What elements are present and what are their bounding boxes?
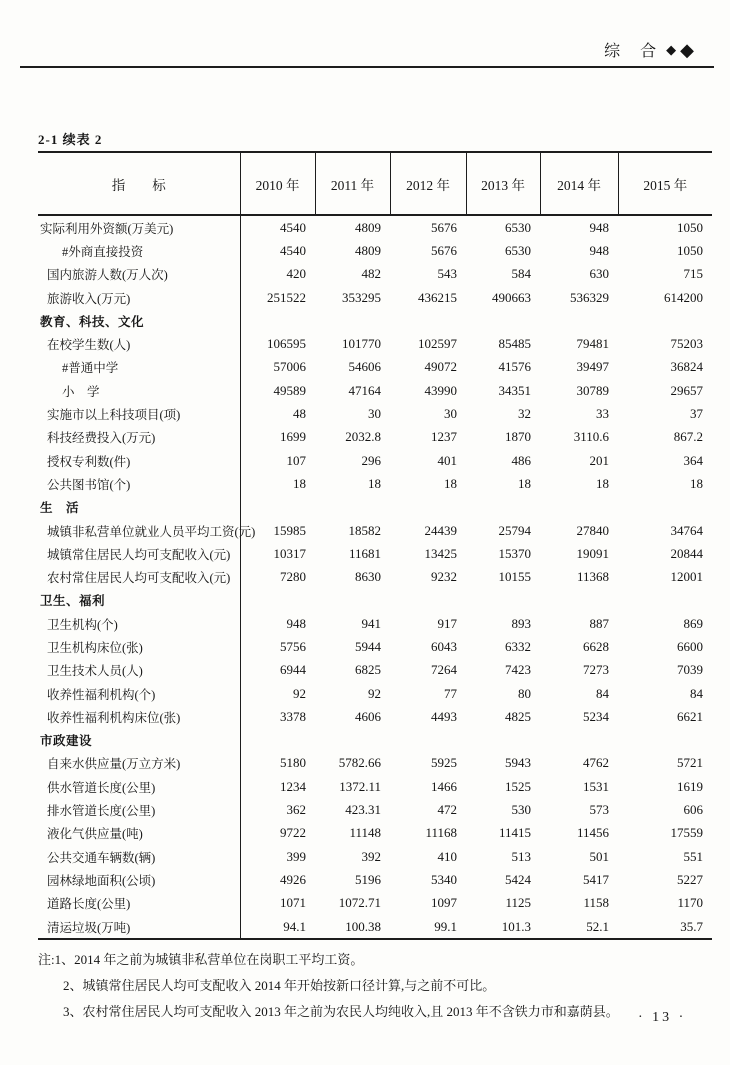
- table-row: [38, 659, 712, 682]
- cell-value: 4809: [355, 219, 381, 235]
- table-row: [38, 379, 712, 402]
- cell-value: [390, 496, 466, 519]
- section-row: [38, 309, 712, 332]
- cell-value: 15370: [498, 545, 531, 561]
- cell-value: 573: [589, 802, 609, 818]
- cell-value: 2032.8: [345, 429, 381, 445]
- cell-value: 79481: [576, 336, 609, 352]
- cell-value: 420: [286, 266, 306, 282]
- running-head: [604, 38, 696, 61]
- table-row: [38, 798, 712, 821]
- cell-value: 20844: [670, 545, 703, 561]
- table-row: [38, 402, 712, 425]
- cell-value: 29657: [670, 382, 703, 398]
- indicator-label: 供水管道长度(公里): [38, 775, 240, 798]
- cell-value: 893: [511, 615, 531, 631]
- table-caption: 2-1 续表 2: [38, 132, 103, 147]
- cell-value: 436215: [418, 289, 457, 305]
- table-row: [38, 332, 712, 355]
- cell-value: 7423: [505, 662, 531, 678]
- cell-value: 6530: [505, 219, 531, 235]
- cell-value: 101770: [342, 336, 381, 352]
- cell-value: 513: [511, 848, 531, 864]
- cell-value: 5782.66: [338, 755, 381, 771]
- cell-value: 948: [286, 615, 306, 631]
- cell-value: 1372.11: [339, 778, 381, 794]
- table-row: [38, 239, 712, 262]
- cell-value: 1097: [431, 895, 457, 911]
- cell-value: 5676: [431, 219, 457, 235]
- cell-value: 1125: [505, 895, 531, 911]
- table-row: [38, 752, 712, 775]
- year-column-header: 2015 年: [618, 152, 712, 215]
- cell-value: 543: [437, 266, 457, 282]
- indicator-label: 自来水供应量(万立方米): [38, 752, 240, 775]
- indicator-label: 农村常住居民人均可支配收入(元): [38, 565, 240, 588]
- cell-value: 37: [690, 406, 703, 422]
- cell-value: 24439: [424, 522, 457, 538]
- year-column-header: 2013 年: [466, 152, 540, 215]
- cell-value: 1466: [431, 778, 457, 794]
- cell-value: 251522: [267, 289, 306, 305]
- year-column-header: 2012 年: [390, 152, 466, 215]
- table-row: [38, 705, 712, 728]
- indicator-label: 授权专利数(件): [38, 449, 240, 472]
- cell-value: 482: [361, 266, 381, 282]
- cell-value: 18: [293, 475, 306, 491]
- cell-value: 18: [596, 475, 609, 491]
- cell-value: 12001: [670, 569, 703, 585]
- cell-value: 530: [511, 802, 531, 818]
- cell-value: 6600: [677, 638, 703, 654]
- cell-value: 30: [368, 406, 381, 422]
- cell-value: 392: [361, 848, 381, 864]
- cell-value: 25794: [498, 522, 531, 538]
- cell-value: 201: [589, 452, 609, 468]
- cell-value: 7264: [431, 662, 457, 678]
- cell-value: 34764: [670, 522, 703, 538]
- cell-value: 94.1: [283, 918, 306, 934]
- cell-value: 941: [361, 615, 381, 631]
- cell-value: 80: [518, 685, 531, 701]
- cell-value: 92: [293, 685, 306, 701]
- cell-value: 36824: [670, 359, 703, 375]
- cell-value: 100.38: [345, 918, 381, 934]
- header-rule: [20, 66, 714, 68]
- cell-value: [540, 496, 618, 519]
- cell-value: 17559: [670, 825, 703, 841]
- cell-value: 869: [683, 615, 703, 631]
- cell-value: 52.1: [586, 918, 609, 934]
- section-label: 生 活: [38, 496, 240, 519]
- cell-value: [240, 309, 315, 332]
- cell-value: 13425: [424, 545, 457, 561]
- indicator-label: 城镇非私营单位就业人员平均工资(元): [38, 519, 240, 542]
- indicator-label: 液化气供应量(吨): [38, 822, 240, 845]
- cell-value: 18582: [348, 522, 381, 538]
- cell-value: 4809: [355, 242, 381, 258]
- indicator-label: 实施市以上科技项目(项): [38, 402, 240, 425]
- cell-value: 49589: [273, 382, 306, 398]
- cell-value: 32: [518, 406, 531, 422]
- cell-value: [390, 309, 466, 332]
- table-row: [38, 635, 712, 658]
- cell-value: 30: [444, 406, 457, 422]
- table-row: [38, 868, 712, 891]
- cell-value: 1050: [677, 219, 703, 235]
- footnote-line: 3、农村常住居民人均可支配收入 2013 年之前为农民人均纯收入,且 2013 年不含铁力市和嘉荫县。: [63, 1004, 619, 1019]
- cell-value: 92: [368, 685, 381, 701]
- indicator-label: #外商直接投资: [38, 239, 240, 262]
- cell-value: [540, 589, 618, 612]
- cell-value: 5943: [505, 755, 531, 771]
- table-row: [38, 845, 712, 868]
- cell-value: 1699: [280, 429, 306, 445]
- cell-value: [618, 589, 712, 612]
- table-row: [38, 519, 712, 542]
- running-head-label: 综 合: [604, 43, 665, 60]
- cell-value: 423.31: [345, 802, 381, 818]
- cell-value: 486: [511, 452, 531, 468]
- cell-value: 11681: [348, 545, 381, 561]
- cell-value: 84: [596, 685, 609, 701]
- indicator-label: 清运垃圾(万吨): [38, 915, 240, 939]
- year-column-header: 2011 年: [315, 152, 390, 215]
- table-row: [38, 892, 712, 915]
- cell-value: 501: [589, 848, 609, 864]
- indicator-label: 科技经费投入(万元): [38, 426, 240, 449]
- cell-value: 887: [589, 615, 609, 631]
- indicator-label: #普通中学: [38, 356, 240, 379]
- cell-value: 30789: [576, 382, 609, 398]
- cell-value: 11456: [576, 825, 609, 841]
- table-row: [38, 472, 712, 495]
- cell-value: 6530: [505, 242, 531, 258]
- indicator-label: 道路长度(公里): [38, 892, 240, 915]
- cell-value: 11148: [349, 825, 381, 841]
- cell-value: [390, 729, 466, 752]
- section-row: [38, 729, 712, 752]
- cell-value: 4493: [431, 708, 457, 724]
- cell-value: 107: [286, 452, 306, 468]
- cell-value: [315, 309, 390, 332]
- cell-value: 1525: [505, 778, 531, 794]
- cell-value: 18: [690, 475, 703, 491]
- cell-value: 5925: [431, 755, 457, 771]
- cell-value: 18: [518, 475, 531, 491]
- cell-value: 39497: [576, 359, 609, 375]
- cell-value: 7280: [280, 569, 306, 585]
- cell-value: 10317: [273, 545, 306, 561]
- cell-value: 5417: [583, 871, 609, 887]
- section-row: [38, 589, 712, 612]
- diamond-icon: ◆: [666, 42, 679, 57]
- indicator-label: 国内旅游人数(万人次): [38, 263, 240, 286]
- cell-value: 1531: [583, 778, 609, 794]
- cell-value: 8630: [355, 569, 381, 585]
- cell-value: 948: [589, 242, 609, 258]
- cell-value: [240, 496, 315, 519]
- table-row: [38, 822, 712, 845]
- cell-value: 3378: [280, 708, 306, 724]
- cell-value: [466, 729, 540, 752]
- cell-value: 18: [444, 475, 457, 491]
- indicator-label: 在校学生数(人): [38, 332, 240, 355]
- cell-value: 5424: [505, 871, 531, 887]
- cell-value: 1170: [677, 895, 703, 911]
- cell-value: 5227: [677, 871, 703, 887]
- cell-value: 296: [361, 452, 381, 468]
- section-label: 卫生、福利: [38, 589, 240, 612]
- table-row: [38, 775, 712, 798]
- cell-value: [240, 729, 315, 752]
- indicator-label: 小 学: [38, 379, 240, 402]
- table-row: [38, 449, 712, 472]
- cell-value: 606: [683, 802, 703, 818]
- cell-value: 85485: [498, 336, 531, 352]
- cell-value: 630: [589, 266, 609, 282]
- cell-value: 5196: [355, 871, 381, 887]
- cell-value: [315, 496, 390, 519]
- cell-value: 27840: [576, 522, 609, 538]
- cell-value: [466, 589, 540, 612]
- table-row: [38, 542, 712, 565]
- cell-value: 5234: [583, 708, 609, 724]
- cell-value: 1234: [280, 778, 306, 794]
- cell-value: [315, 729, 390, 752]
- cell-value: 77: [444, 685, 457, 701]
- table-row: [38, 356, 712, 379]
- indicator-label: 实际利用外资额(万美元): [38, 215, 240, 239]
- cell-value: 5340: [431, 871, 457, 887]
- cell-value: 41576: [498, 359, 531, 375]
- cell-value: 1071: [280, 895, 306, 911]
- cell-value: 5944: [355, 638, 381, 654]
- table-row: [38, 612, 712, 635]
- cell-value: 715: [683, 266, 703, 282]
- footnote-line: 注:1、2014 年之前为城镇非私营单位在岗职工平均工资。: [38, 952, 364, 967]
- cell-value: 536329: [570, 289, 609, 305]
- cell-value: 6944: [280, 662, 306, 678]
- cell-value: 362: [286, 802, 306, 818]
- cell-value: [466, 309, 540, 332]
- cell-value: 867.2: [673, 429, 703, 445]
- indicator-label: 收养性福利机构床位(张): [38, 705, 240, 728]
- table-header-row: [38, 152, 712, 215]
- statistics-table: [38, 151, 712, 940]
- table-row: [38, 682, 712, 705]
- cell-value: 7273: [583, 662, 609, 678]
- cell-value: 49072: [424, 359, 457, 375]
- section-label: 市政建设: [38, 729, 240, 752]
- cell-value: 6825: [355, 662, 381, 678]
- table-row: [38, 215, 712, 239]
- cell-value: [618, 309, 712, 332]
- cell-value: 57006: [273, 359, 306, 375]
- cell-value: 18: [368, 475, 381, 491]
- indicator-label: 公共图书馆(个): [38, 472, 240, 495]
- cell-value: 4540: [280, 219, 306, 235]
- cell-value: 102597: [418, 336, 457, 352]
- cell-value: 5721: [677, 755, 703, 771]
- cell-value: 11168: [425, 825, 457, 841]
- indicator-label: 卫生技术人员(人): [38, 659, 240, 682]
- cell-value: 5180: [280, 755, 306, 771]
- cell-value: 101.3: [501, 918, 531, 934]
- cell-value: 43990: [424, 382, 457, 398]
- cell-value: 9232: [431, 569, 457, 585]
- cell-value: 106595: [267, 336, 306, 352]
- cell-value: [240, 589, 315, 612]
- cell-value: [466, 496, 540, 519]
- cell-value: [618, 729, 712, 752]
- cell-value: 1072.71: [338, 895, 381, 911]
- cell-value: 6332: [505, 638, 531, 654]
- year-column-header: 2010 年: [240, 152, 315, 215]
- stub-column-header: 指 标: [38, 152, 240, 215]
- cell-value: 6621: [677, 708, 703, 724]
- diamond-icon: ◆: [680, 39, 696, 60]
- cell-value: 948: [589, 219, 609, 235]
- cell-value: 33: [596, 406, 609, 422]
- section-label: 教育、科技、文化: [38, 309, 240, 332]
- cell-value: 99.1: [434, 918, 457, 934]
- cell-value: 19091: [576, 545, 609, 561]
- cell-value: 401: [437, 452, 457, 468]
- indicator-label: 卫生机构床位(张): [38, 635, 240, 658]
- footnotes: [38, 947, 700, 1025]
- cell-value: 5756: [280, 638, 306, 654]
- cell-value: 1158: [583, 895, 609, 911]
- cell-value: 4926: [280, 871, 306, 887]
- cell-value: 4606: [355, 708, 381, 724]
- cell-value: 6628: [583, 638, 609, 654]
- cell-value: 472: [437, 802, 457, 818]
- section-row: [38, 496, 712, 519]
- cell-value: 1237: [431, 429, 457, 445]
- cell-value: [540, 309, 618, 332]
- cell-value: 75203: [670, 336, 703, 352]
- table-row: [38, 915, 712, 939]
- indicator-label: 公共交通车辆数(辆): [38, 845, 240, 868]
- cell-value: 35.7: [680, 918, 703, 934]
- cell-value: 1050: [677, 242, 703, 258]
- cell-value: 490663: [492, 289, 531, 305]
- cell-value: [315, 589, 390, 612]
- cell-value: 54606: [348, 359, 381, 375]
- indicator-label: 收养性福利机构(个): [38, 682, 240, 705]
- cell-value: 551: [683, 848, 703, 864]
- cell-value: 7039: [677, 662, 703, 678]
- table-row: [38, 263, 712, 286]
- cell-value: 1870: [505, 429, 531, 445]
- cell-value: 410: [437, 848, 457, 864]
- cell-value: 11415: [498, 825, 531, 841]
- cell-value: [540, 729, 618, 752]
- cell-value: [618, 496, 712, 519]
- year-column-header: 2014 年: [540, 152, 618, 215]
- cell-value: 47164: [348, 382, 381, 398]
- cell-value: 15985: [273, 522, 306, 538]
- cell-value: 364: [683, 452, 703, 468]
- indicator-label: 旅游收入(万元): [38, 286, 240, 309]
- cell-value: 353295: [342, 289, 381, 305]
- indicator-label: 园林绿地面积(公顷): [38, 868, 240, 891]
- cell-value: 9722: [280, 825, 306, 841]
- cell-value: 10155: [498, 569, 531, 585]
- cell-value: 48: [293, 406, 306, 422]
- cell-value: 4540: [280, 242, 306, 258]
- cell-value: 5676: [431, 242, 457, 258]
- cell-value: 11368: [576, 569, 609, 585]
- cell-value: 584: [511, 266, 531, 282]
- cell-value: [390, 589, 466, 612]
- table-row: [38, 426, 712, 449]
- cell-value: 34351: [498, 382, 531, 398]
- cell-value: 84: [690, 685, 703, 701]
- cell-value: 614200: [664, 289, 703, 305]
- footnote-line: 2、城镇常住居民人均可支配收入 2014 年开始按新口径计算,与之前不可比。: [63, 978, 496, 993]
- cell-value: 6043: [431, 638, 457, 654]
- cell-value: 4762: [583, 755, 609, 771]
- cell-value: 399: [286, 848, 306, 864]
- cell-value: 1619: [677, 778, 703, 794]
- cell-value: 917: [437, 615, 457, 631]
- indicator-label: 排水管道长度(公里): [38, 798, 240, 821]
- cell-value: 3110.6: [573, 429, 609, 445]
- cell-value: 4825: [505, 708, 531, 724]
- page-number: · 13 ·: [638, 1010, 687, 1025]
- table-row: [38, 286, 712, 309]
- table-row: [38, 565, 712, 588]
- indicator-label: 卫生机构(个): [38, 612, 240, 635]
- indicator-label: 城镇常住居民人均可支配收入(元): [38, 542, 240, 565]
